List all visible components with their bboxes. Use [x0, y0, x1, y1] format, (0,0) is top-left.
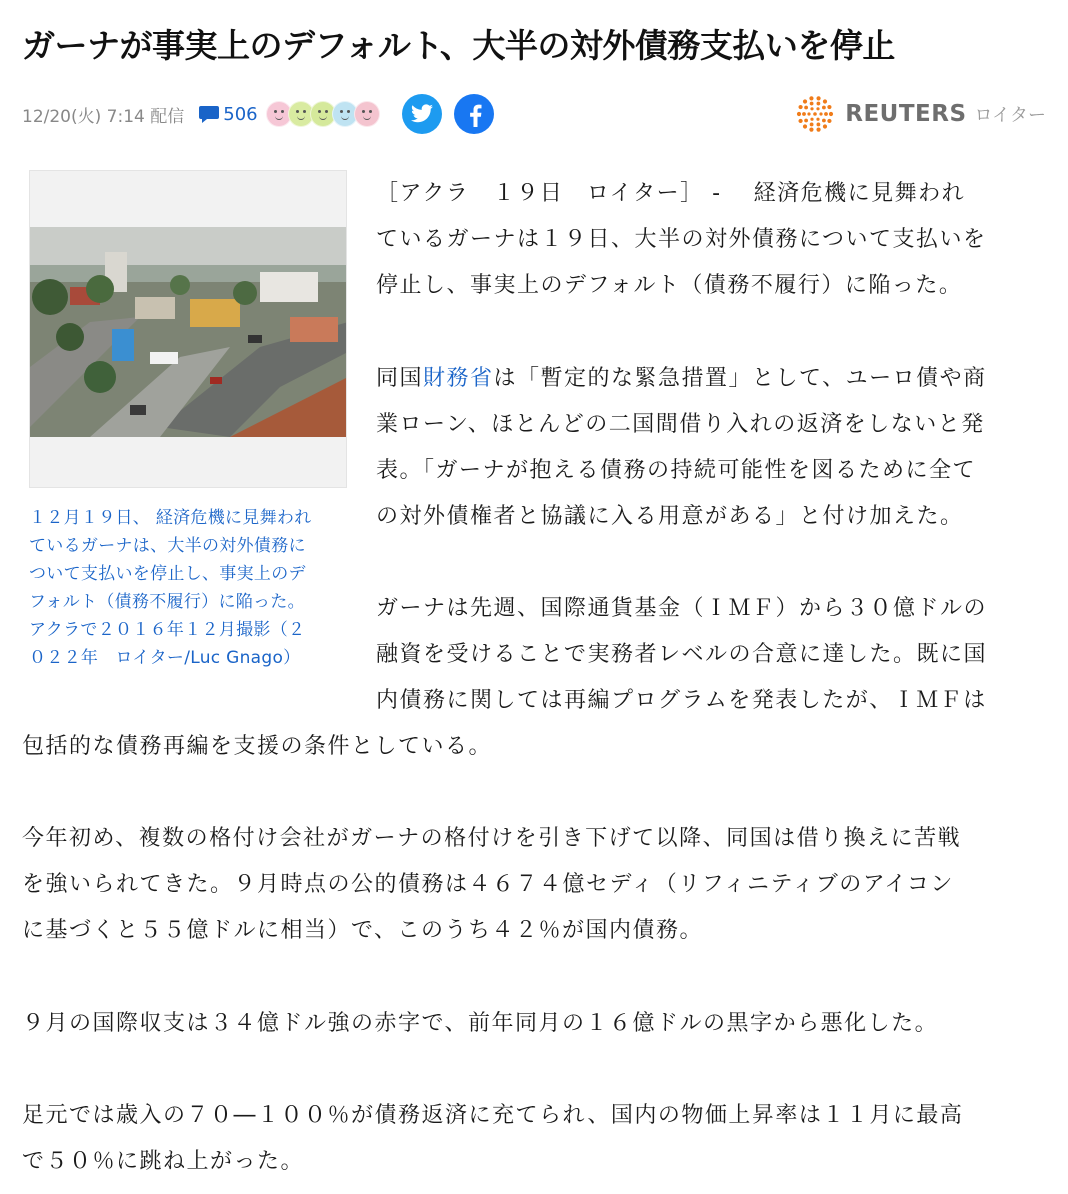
ministry-of-finance-link[interactable]: 財務省 [423, 366, 494, 391]
body-paragraph-6 [22, 1093, 963, 1185]
caption-line: ているガーナは、大半の対外債務に [29, 536, 306, 556]
body-line: 足元では歳入の７０―１００％が債務返済に充てられ、国内の物価上昇率は１１月に最高 [22, 1103, 964, 1128]
body-line: 今年初め、複数の格付け会社がガーナの格付けを引き下げて以降、同国は借り換えに苦戦 [22, 826, 962, 851]
caption-line: ついて支払いを停止し、事実上のデ [29, 564, 306, 584]
article-title: ガーナが事実上のデフォルト、大半の対外債務支払いを停止 [22, 26, 895, 65]
facebook-f-icon [463, 101, 485, 127]
source-logo[interactable] [793, 92, 1046, 136]
article-figure [29, 170, 347, 672]
body-line: で５０％に跳ね上がった。 [22, 1149, 305, 1174]
body-paragraph-5 [22, 1001, 938, 1047]
body-paragraph-3 [376, 586, 987, 724]
body-text: は「暫定的な緊急措置」として、ユーロ債や商 [493, 366, 987, 391]
reuters-dot-logo [793, 92, 837, 136]
body-paragraph-2 [376, 356, 987, 540]
body-line: ９月の国際収支は３４億ドル強の赤字で、前年同月の１６億ドルの黒字から悪化した。 [22, 1011, 939, 1036]
photo-caption [29, 504, 347, 672]
body-line: 停止し、事実上のデフォルト（債務不履行）に陥った。 [376, 273, 963, 298]
caption-line: アクラで２０１６年１２月撮影（２ [29, 620, 306, 640]
publish-date: 12/20(火) 7:14 配信 [22, 106, 185, 127]
speech-bubble-icon [198, 104, 220, 124]
city-street-photo [30, 227, 347, 437]
reaction-faces[interactable] [266, 101, 380, 127]
source-name-en: REUTERS [845, 101, 967, 127]
twitter-share-button[interactable] [402, 94, 442, 134]
body-line: を強いられてきた。９月時点の公的債務は４６７４億セディ（リフィニティブのアイコン [22, 872, 954, 897]
body-line: 融資を受けることで実務者レベルの合意に達した。既に国 [376, 642, 988, 667]
facebook-share-button[interactable] [454, 94, 494, 134]
caption-line: ０２２年 ロイター/Luc Gnago） [29, 648, 301, 668]
body-text: 同国 [376, 366, 424, 391]
body-line: 内債務に関しては再編プログラムを発表したが、ＩＭＦは [376, 688, 987, 713]
emotion-face-icon [354, 101, 380, 127]
body-line: ［アクラ １９日 ロイター］ - 経済危機に見舞われ [376, 181, 966, 206]
body-line: ているガーナは１９日、大半の対外債務について支払いを [376, 227, 987, 252]
body-paragraph-3-tail [22, 724, 492, 770]
body-line: に基づくと５５億ドルに相当）で、このうち４２％が国内債務。 [22, 918, 704, 943]
comment-link[interactable] [198, 104, 257, 125]
twitter-bird-icon [410, 104, 434, 124]
body-paragraph-1 [376, 171, 987, 309]
body-line: 表。「ガーナが抱える債務の持続可能性を図るために全て [376, 458, 977, 483]
article-photo[interactable] [29, 170, 347, 488]
body-line [376, 356, 987, 402]
body-line: の対外債権者と協議に入る用意がある」と付け加えた。 [376, 504, 964, 529]
caption-line: １２月１９日、 経済危機に見舞われ [29, 508, 312, 528]
body-line: ガーナは先週、国際通貨基金（ＩＭＦ）から３０億ドルの [376, 596, 988, 621]
body-line: 包括的な債務再編を支援の条件としている。 [22, 734, 493, 759]
comment-count: 506 [223, 103, 258, 125]
body-paragraph-4 [22, 816, 961, 954]
caption-line: フォルト（債務不履行）に陥った。 [29, 592, 305, 612]
source-name-ja: ロイター [974, 105, 1046, 126]
article-meta [22, 92, 1046, 136]
body-line: 業ローン、ほとんどの二国間借り入れの返済をしないと発 [376, 412, 985, 437]
